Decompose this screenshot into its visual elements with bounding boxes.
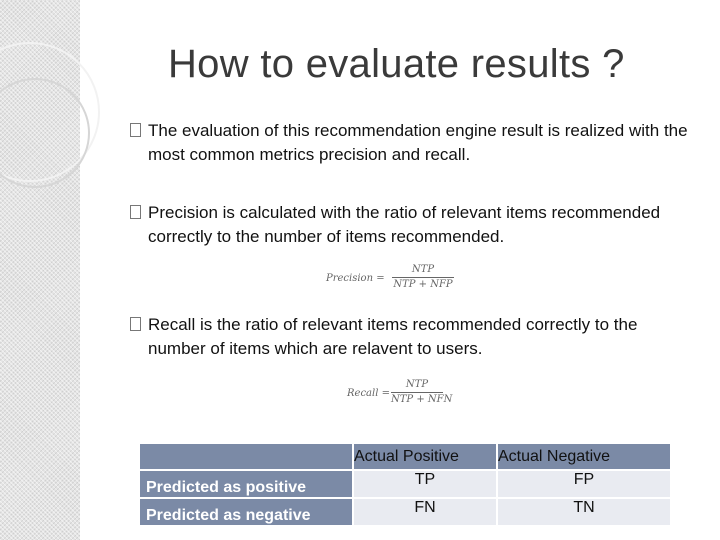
bullet-text: Recall is the ratio of relevant items recommended correctly to the number of items which are relavent to users. (148, 315, 638, 358)
table-cell: FN (354, 499, 496, 525)
formula-fraction (392, 264, 454, 291)
bullet-marker-icon (130, 317, 141, 331)
table-cell: TN (498, 499, 670, 525)
table-cell: TP (354, 471, 496, 497)
confusion-matrix-table (138, 442, 672, 527)
fraction-bar (392, 277, 454, 278)
formula-fraction (391, 379, 453, 406)
bullet-item (130, 119, 690, 167)
table-header-row (140, 444, 670, 469)
table-row (140, 471, 670, 497)
table-corner-cell (140, 444, 352, 469)
table-cell: FP (498, 471, 670, 497)
row-header: Predicted as positive (140, 471, 352, 497)
bullet-text: The evaluation of this recommendation engine result is realized with the most common metrics precision and recall. (148, 121, 688, 164)
formula-numerator: NTP (411, 264, 435, 275)
formula-label: Precision = (326, 273, 385, 284)
bullet-item (130, 313, 690, 361)
formula-denominator: NTP + NFN (391, 394, 453, 405)
bullet-item (130, 201, 690, 249)
column-header: Actual Positive (354, 444, 496, 469)
bullet-text: Precision is calculated with the ratio of relevant items recommended correctly to the number of items recommended. (148, 203, 661, 246)
slide-title: How to evaluate results ? (168, 42, 625, 86)
bullet-marker-icon (130, 205, 141, 219)
bullet-marker-icon (130, 123, 141, 137)
formula-denominator: NTP + NFP (393, 279, 453, 290)
column-header: Actual Negative (498, 444, 670, 469)
table-row (140, 499, 670, 525)
row-header: Predicted as negative (140, 499, 352, 525)
formula-numerator: NTP (405, 379, 429, 390)
fraction-bar (391, 392, 443, 393)
formula-label: Recall = (347, 388, 390, 399)
